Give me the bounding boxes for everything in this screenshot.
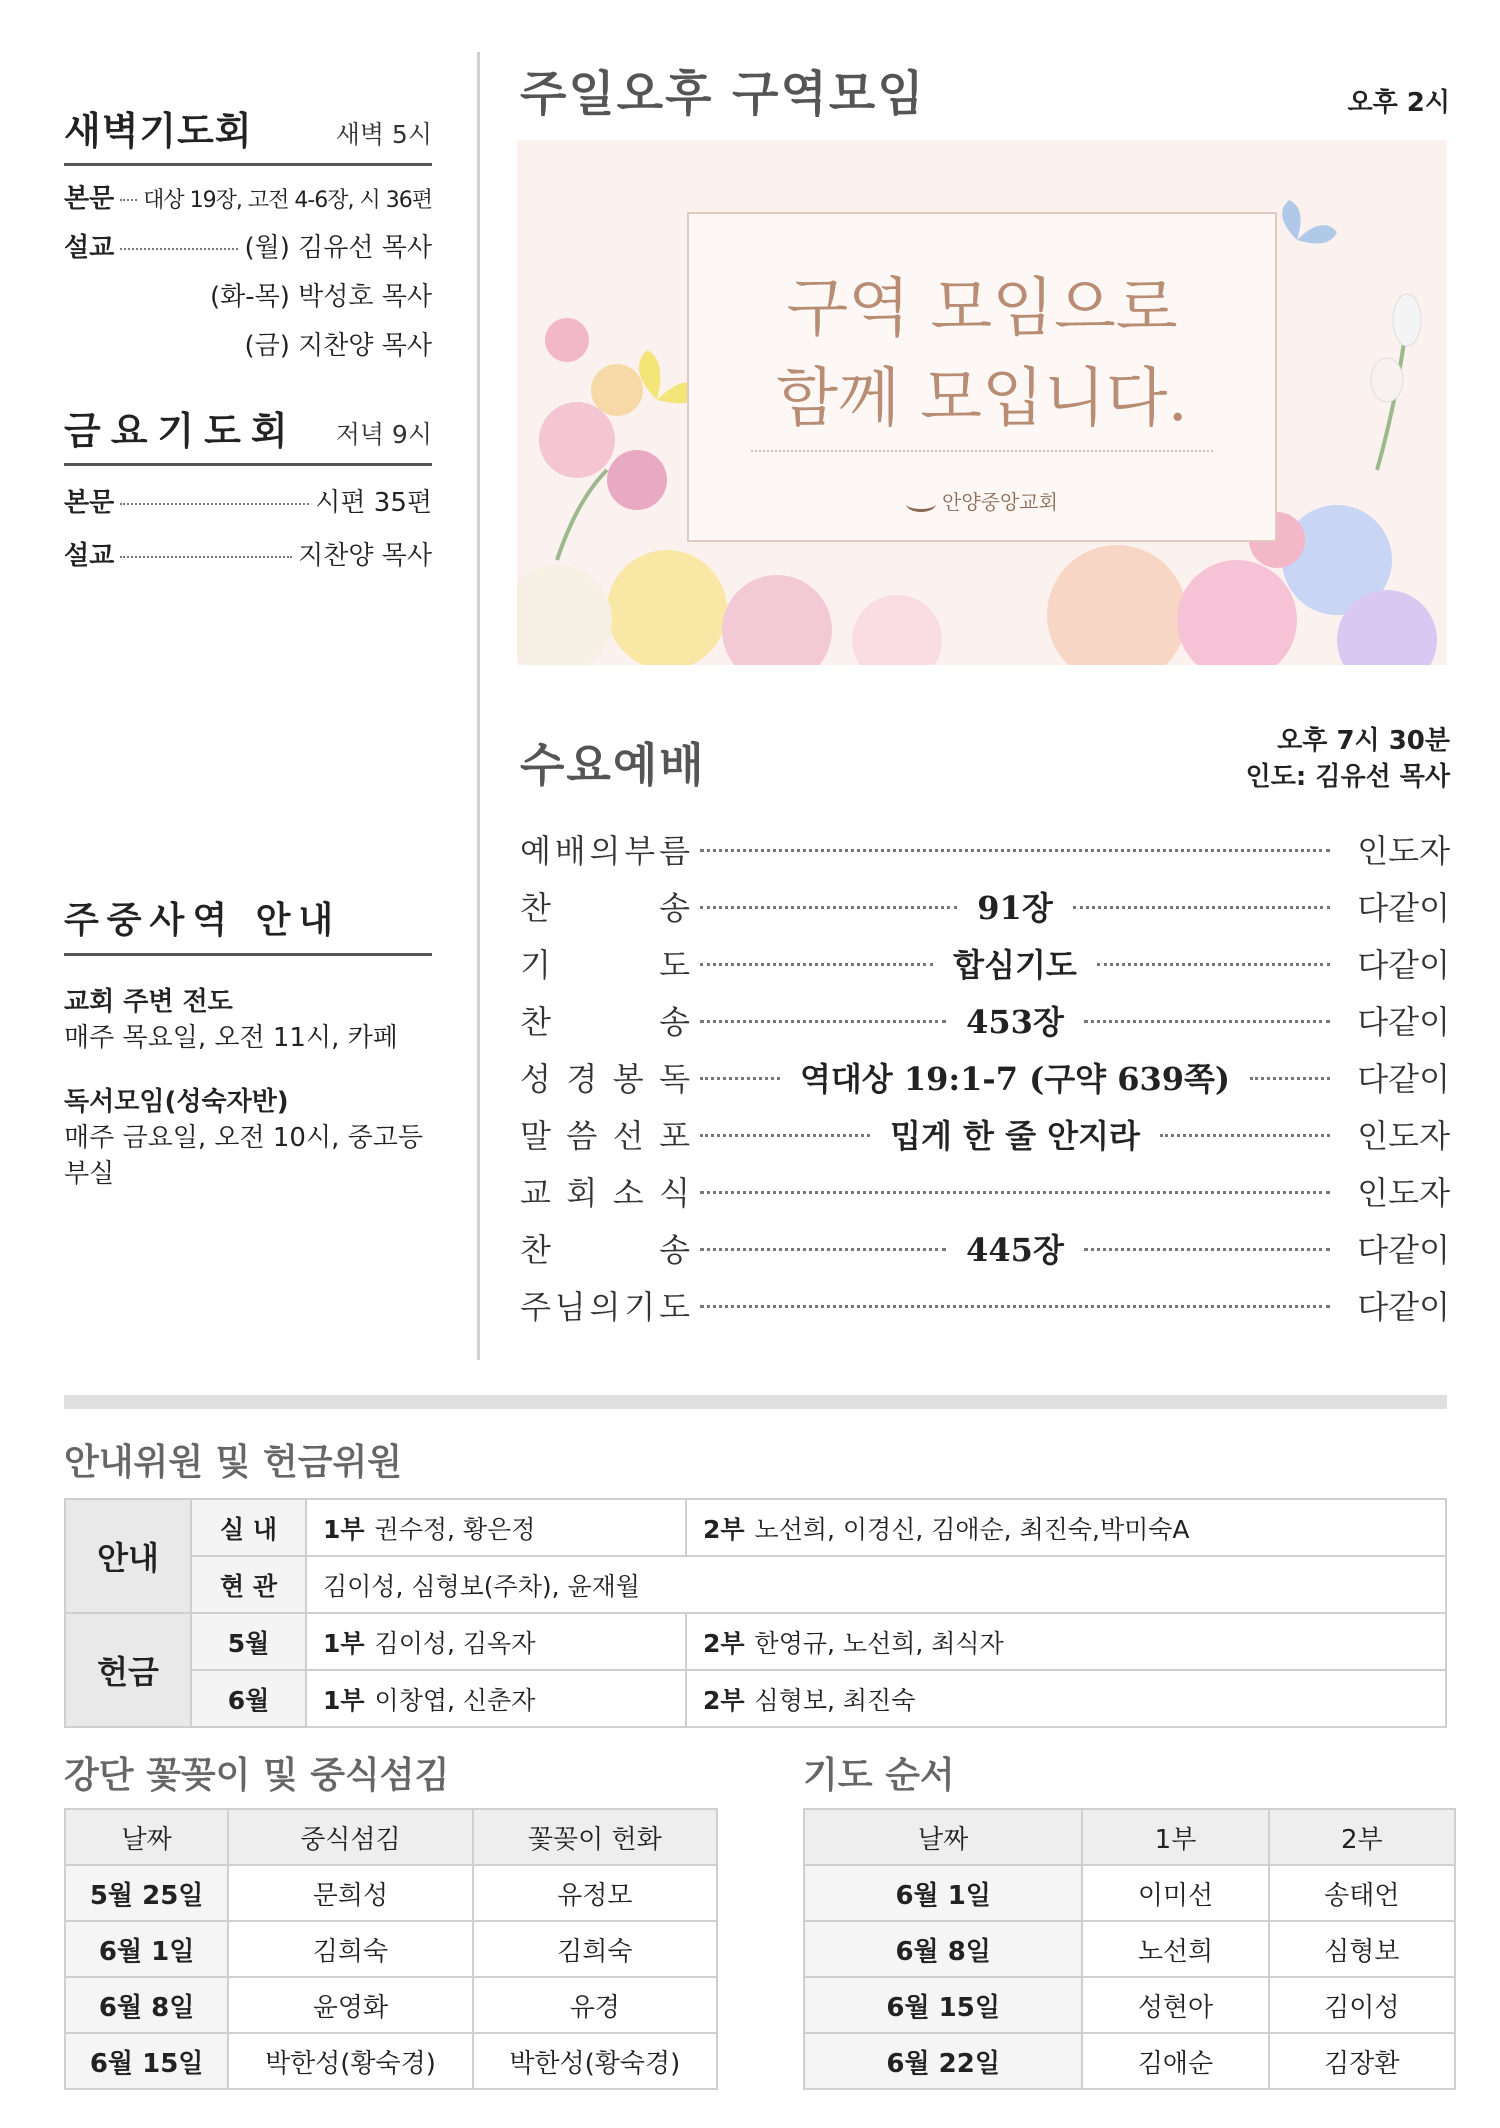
dawn-prayer-section: [64, 100, 432, 362]
section-divider: [64, 1395, 1447, 1409]
prayer-title: 기도 순서: [803, 1755, 955, 1796]
table-row: [65, 1499, 1446, 1556]
wednesday-header: [520, 723, 1450, 795]
worship-order-row: [520, 1048, 1450, 1105]
may-part1-names: 김이성, 김옥자: [374, 1628, 536, 1658]
offering-label: 헌금: [65, 1613, 191, 1727]
worship-order-content: 445장: [966, 1230, 1064, 1269]
table-cell: 김희숙: [473, 1921, 717, 1977]
ministry-item-heading: 교회 주변 전도: [64, 987, 233, 1017]
worship-order-label: 찬 송: [520, 1230, 690, 1269]
worship-order-participant: 다같이: [1357, 1230, 1450, 1269]
banner-message: [689, 264, 1275, 444]
friday-text-label: 본문: [64, 488, 115, 518]
friday-sermon-row: [64, 535, 432, 572]
ministry-item-heading: 독서모임(성숙자반): [64, 1087, 289, 1117]
prayer-table: [803, 1808, 1456, 2090]
dotted-leader: [700, 1134, 870, 1137]
dotted-leader: [700, 1191, 1330, 1194]
table-cell: 5월 25일: [65, 1865, 228, 1921]
sunday-group-time: 오후 2시: [1347, 88, 1450, 118]
ministry-item-detail: 매주 금요일, 오전 10시, 중고등부실: [64, 1123, 423, 1189]
ushers-title: 안내위원 및 헌금위원: [64, 1442, 403, 1483]
church-emblem-icon: [906, 496, 936, 512]
table-row: [804, 1865, 1455, 1921]
table-cell: 6월 22일: [804, 2033, 1082, 2089]
may-part1: [306, 1613, 686, 1670]
table-cell: 6월 8일: [804, 1921, 1082, 1977]
dawn-text-label: 본문: [64, 184, 115, 214]
column-header: 2부: [1269, 1809, 1455, 1865]
worship-order-label: 교 회 소 식: [520, 1173, 690, 1212]
friday-header: [64, 400, 432, 466]
june-part2: [686, 1670, 1446, 1727]
worship-order-participant: 인도자: [1357, 831, 1450, 870]
part-label: 2부: [703, 1685, 745, 1715]
dotted-leader: [700, 906, 957, 909]
worship-order-content: 453장: [966, 1002, 1064, 1041]
ministry-title: 주중사역 안내: [64, 892, 432, 956]
dawn-title: 새벽기도회: [64, 109, 253, 153]
table-cell: 6월 1일: [65, 1921, 228, 1977]
church-name: 안양중앙교회: [942, 490, 1058, 514]
dotted-leader: [700, 1077, 780, 1080]
dawn-header: [64, 100, 432, 166]
dotted-leader: [1084, 1248, 1330, 1251]
banner-line-1: 구역 모임으로: [786, 272, 1178, 346]
table-cell: 김장환: [1269, 2033, 1455, 2089]
dotted-leader: [1250, 1077, 1330, 1080]
dawn-preacher-fri: (금) 지찬양 목사: [244, 331, 432, 361]
table-cell: 김희숙: [228, 1921, 472, 1977]
indoor-part2: [686, 1499, 1446, 1556]
dotted-leader: [1160, 1134, 1330, 1137]
table-cell: 심형보: [1269, 1921, 1455, 1977]
dotted-leader: [1097, 963, 1330, 966]
wednesday-time-block: [1246, 723, 1450, 795]
worship-order-label: 예 배 의 부 름: [520, 831, 690, 870]
worship-order-participant: 인도자: [1357, 1173, 1450, 1212]
dotted-leader: [120, 503, 309, 505]
dotted-leader: [700, 1305, 1330, 1308]
column-header: 꽃꽂이 헌화: [473, 1809, 717, 1865]
table-row: [65, 1921, 717, 1977]
worship-order-label: 찬 송: [520, 1002, 690, 1041]
dotted-leader: [700, 963, 933, 966]
worship-order-row: [520, 934, 1450, 991]
friday-title: 금요기도회: [64, 409, 298, 453]
flowers-table: [64, 1808, 718, 2090]
table-cell: 박한성(황숙경): [228, 2033, 472, 2089]
worship-order-participant: 다같이: [1357, 945, 1450, 984]
worship-order-list: [520, 820, 1450, 1333]
dotted-leader: [700, 1248, 946, 1251]
dawn-text-value: 대상 19장, 고전 4-6장, 시 36편: [143, 188, 432, 213]
table-cell: 6월 8일: [65, 1977, 228, 2033]
church-logo: [689, 486, 1275, 515]
june-part2-names: 심형보, 최진숙: [754, 1685, 916, 1715]
worship-order-row: [520, 820, 1450, 877]
ministry-item-detail: 매주 목요일, 오전 11시, 카페: [64, 1023, 398, 1053]
friday-text-value: 시편 35편: [315, 488, 432, 518]
worship-order-row: [520, 991, 1450, 1048]
entrance-names: 김이성, 심형보(주차), 윤재월: [306, 1556, 1446, 1613]
worship-order-row: [520, 877, 1450, 934]
dotted-leader: [120, 248, 238, 250]
may-part2-names: 한영규, 노선희, 최식자: [754, 1628, 1004, 1658]
friday-time: 저녁 9시: [335, 420, 432, 449]
june-part1-names: 이창엽, 신춘자: [374, 1685, 536, 1715]
part-label: 1부: [323, 1685, 365, 1715]
banner-divider: [751, 450, 1213, 452]
indoor-part2-names: 노선희, 이경신, 김애순, 최진숙,박미숙A: [754, 1514, 1190, 1544]
table-cell: 6월 1일: [804, 1865, 1082, 1921]
worship-order-label: 말 씀 선 포: [520, 1116, 690, 1155]
ministry-item: [64, 1084, 432, 1192]
worship-order-participant: 다같이: [1357, 1287, 1450, 1326]
ministry-section: [64, 892, 432, 1192]
may-label: 5월: [191, 1613, 306, 1670]
dawn-text-row: [64, 178, 432, 215]
dawn-sermon-row: [64, 227, 432, 264]
table-row: [65, 1613, 1446, 1670]
table-cell: 김애순: [1082, 2033, 1268, 2089]
part-label: 2부: [703, 1628, 745, 1658]
worship-order-label: 성 경 봉 독: [520, 1059, 690, 1098]
table-row: [65, 1865, 717, 1921]
ushers-table: [64, 1498, 1447, 1728]
worship-order-content: 역대상 19:1-7 (구약 639쪽): [799, 1059, 1231, 1098]
table-cell: 노선희: [1082, 1921, 1268, 1977]
table-row: [804, 1921, 1455, 1977]
dotted-leader: [1073, 906, 1330, 909]
table-cell: 송태언: [1269, 1865, 1455, 1921]
part-label: 1부: [323, 1628, 365, 1658]
worship-order-content: 91장: [977, 888, 1053, 927]
wednesday-leader: 인도: 김유선 목사: [1245, 762, 1450, 792]
table-cell: 유정모: [473, 1865, 717, 1921]
worship-order-participant: 다같이: [1357, 1059, 1450, 1098]
table-cell: 유경: [473, 1977, 717, 2033]
table-row: [65, 1556, 1446, 1613]
table-cell: 6월 15일: [804, 1977, 1082, 2033]
table-cell: 박한성(황숙경): [473, 2033, 717, 2089]
table-row: [804, 2033, 1455, 2089]
friday-text-row: [64, 482, 432, 519]
flowers-title: 강단 꽃꽂이 및 중식섬김: [64, 1755, 450, 1796]
worship-order-label: 주 님 의 기 도: [520, 1287, 690, 1326]
part-label: 1부: [323, 1514, 365, 1544]
guide-label: 안내: [65, 1499, 191, 1613]
worship-order-row: [520, 1219, 1450, 1276]
table-cell: 문희성: [228, 1865, 472, 1921]
sunday-group-title: 주일오후 구역모임: [520, 66, 926, 122]
dotted-leader: [1084, 1020, 1330, 1023]
entrance-label: 현 관: [191, 1556, 306, 1613]
table-header-row: [65, 1809, 717, 1865]
table-row: [804, 1977, 1455, 2033]
table-row: [65, 2033, 717, 2089]
indoor-part1-names: 권수정, 황은정: [374, 1514, 536, 1544]
sunday-group-banner: [517, 140, 1447, 665]
column-header: 1부: [1082, 1809, 1268, 1865]
dotted-leader: [120, 199, 137, 201]
worship-order-participant: 다같이: [1357, 1002, 1450, 1041]
table-header-row: [804, 1809, 1455, 1865]
column-header: 중식섬김: [228, 1809, 472, 1865]
table-cell: 성현아: [1082, 1977, 1268, 2033]
worship-order-participant: 다같이: [1357, 888, 1450, 927]
table-cell: 6월 15일: [65, 2033, 228, 2089]
table-cell: 이미선: [1082, 1865, 1268, 1921]
worship-order-content: 합심기도: [953, 945, 1077, 984]
worship-order-participant: 인도자: [1357, 1116, 1450, 1155]
dawn-time: 새벽 5시: [335, 120, 432, 149]
worship-order-row: [520, 1105, 1450, 1162]
june-label: 6월: [191, 1670, 306, 1727]
column-divider: [477, 52, 480, 1360]
dotted-leader: [700, 1020, 946, 1023]
table-row: [65, 1670, 1446, 1727]
banner-line-2: 함께 모입니다.: [776, 362, 1188, 436]
ministry-item: [64, 984, 432, 1056]
worship-order-row: [520, 1276, 1450, 1333]
indoor-label: 실 내: [191, 1499, 306, 1556]
wednesday-title: 수요예배: [520, 738, 706, 792]
table-cell: 김이성: [1269, 1977, 1455, 2033]
worship-order-label: 찬 송: [520, 888, 690, 927]
table-row: [65, 1977, 717, 2033]
dawn-preacher-mon: (월) 김유선 목사: [244, 233, 432, 263]
worship-order-row: [520, 1162, 1450, 1219]
worship-order-content: 밉게 한 줄 안지라: [890, 1116, 1140, 1155]
dotted-leader: [700, 849, 1330, 852]
dotted-leader: [120, 556, 292, 558]
part-label: 2부: [703, 1514, 745, 1544]
indoor-part1: [306, 1499, 686, 1556]
column-header: 날짜: [65, 1809, 228, 1865]
may-part2: [686, 1613, 1446, 1670]
sunday-group-header: [520, 55, 1450, 124]
friday-prayer-section: [64, 400, 432, 572]
table-cell: 윤영화: [228, 1977, 472, 2033]
banner-card: [687, 212, 1277, 542]
worship-order-label: 기 도: [520, 945, 690, 984]
column-header: 날짜: [804, 1809, 1082, 1865]
june-part1: [306, 1670, 686, 1727]
dawn-sermon-label: 설교: [64, 233, 115, 263]
dawn-preacher-tue-thu: (화-목) 박성호 목사: [209, 282, 432, 312]
wednesday-time: 오후 7시 30분: [1277, 726, 1450, 756]
friday-sermon-label: 설교: [64, 541, 115, 571]
friday-sermon-value: 지찬양 목사: [298, 541, 432, 571]
